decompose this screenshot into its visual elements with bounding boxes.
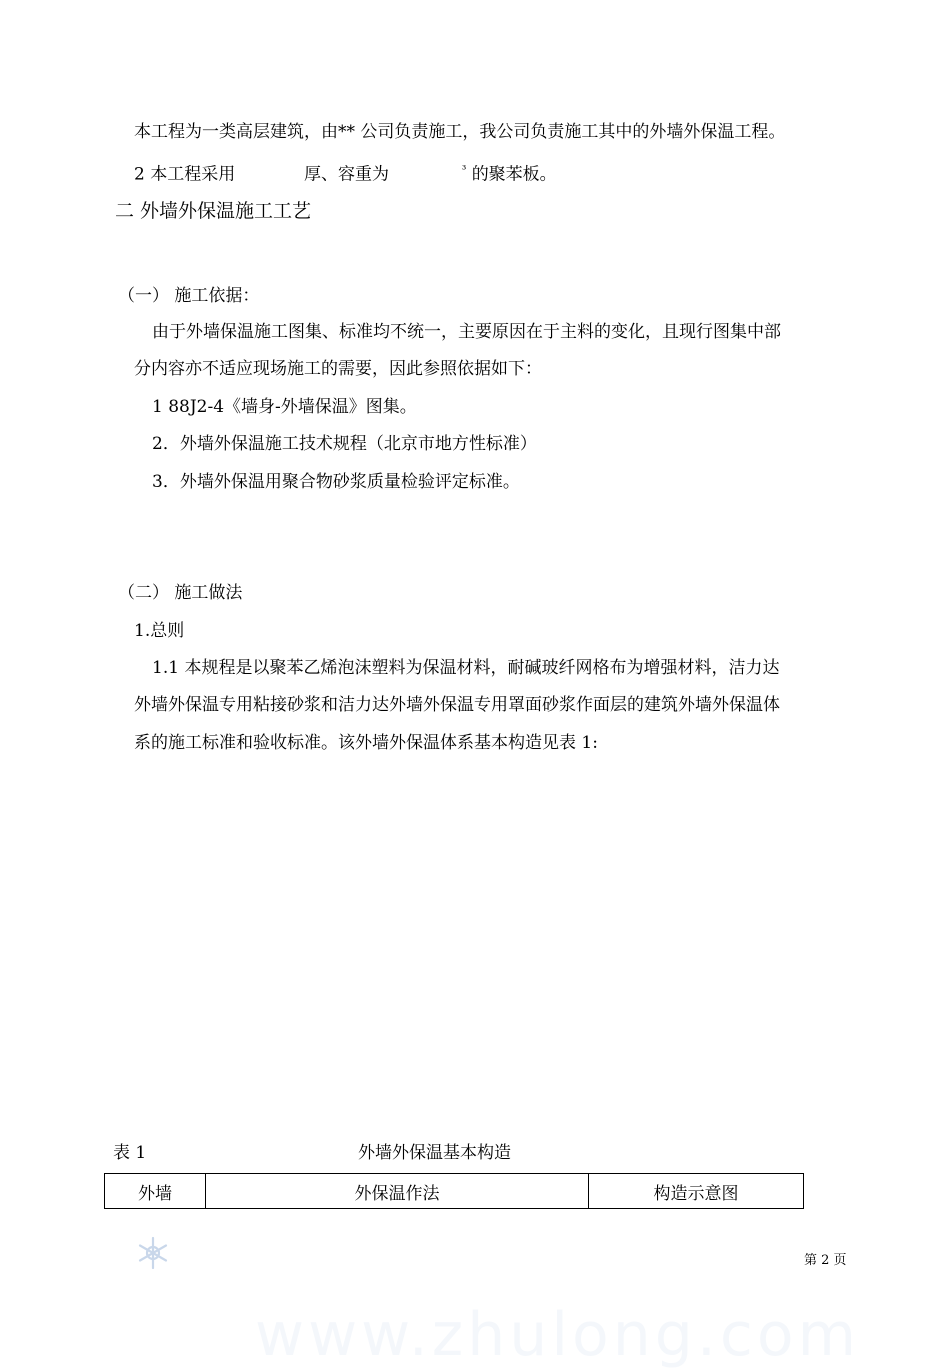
- header-cell-diagram: 构造示意图: [589, 1174, 804, 1209]
- page-number: 第 2 页: [804, 1253, 847, 1268]
- table-header-row: [105, 1174, 804, 1209]
- basis-heading: （一） 施工依据：: [118, 286, 260, 306]
- material-text-b: 厚、容重为: [304, 164, 390, 185]
- material-text-a: 2 本工程采用: [134, 164, 236, 185]
- section-heading: 二 外墙外保温施工工艺: [115, 200, 312, 222]
- header-cell-wall: 外墙: [105, 1174, 206, 1209]
- method-subheading: 1.总则: [134, 621, 185, 641]
- material-paragraph: [134, 159, 557, 186]
- superscript-three: ³: [461, 163, 467, 176]
- basis-item-2: 2．外墙外保温施工技术规程（北京市地方性标准）: [152, 434, 537, 454]
- header-cell-method: 外保温作法: [206, 1174, 589, 1209]
- intro-paragraph: 本工程为一类高层建筑，由** 公司负责施工，我公司负责施工其中的外墙外保温工程。: [134, 122, 786, 142]
- basis-item-1: 1 88J2-4《墙身-外墙保温》图集。: [152, 397, 417, 417]
- material-text-c: 的聚苯板。: [471, 164, 557, 185]
- basis-item-3: 3．外墙外保温用聚合物砂浆质量检验评定标准。: [152, 472, 520, 492]
- basis-intro-line1: 由于外墙保温施工图集、标准均不统一，主要原因在于主料的变化，且现行图集中部: [152, 322, 781, 342]
- basis-intro-line2: 分内容亦不适应现场施工的需要，因此参照依据如下：: [134, 359, 542, 379]
- table-caption: 外墙外保温基本构造: [358, 1143, 511, 1163]
- watermark: www.zhulong.com: [255, 1300, 861, 1370]
- method-paragraph-line3: 系的施工标准和验收标准。该外墙外保温体系基本构造见表 1:: [134, 733, 598, 753]
- method-heading: （二） 施工做法: [118, 583, 243, 603]
- table-label: 表 1: [113, 1143, 147, 1163]
- method-paragraph-line2: 外墙外保温专用粘接砂浆和洁力达外墙外保温专用罩面砂浆作面层的建筑外墙外保温体: [134, 695, 780, 715]
- structure-table: [104, 1173, 804, 1209]
- method-paragraph-line1: 1.1 本规程是以聚苯乙烯泡沫塑料为保温材料，耐碱玻纤网格布为增强材料，洁力达: [152, 658, 780, 678]
- snowflake-logo-icon: [136, 1236, 170, 1274]
